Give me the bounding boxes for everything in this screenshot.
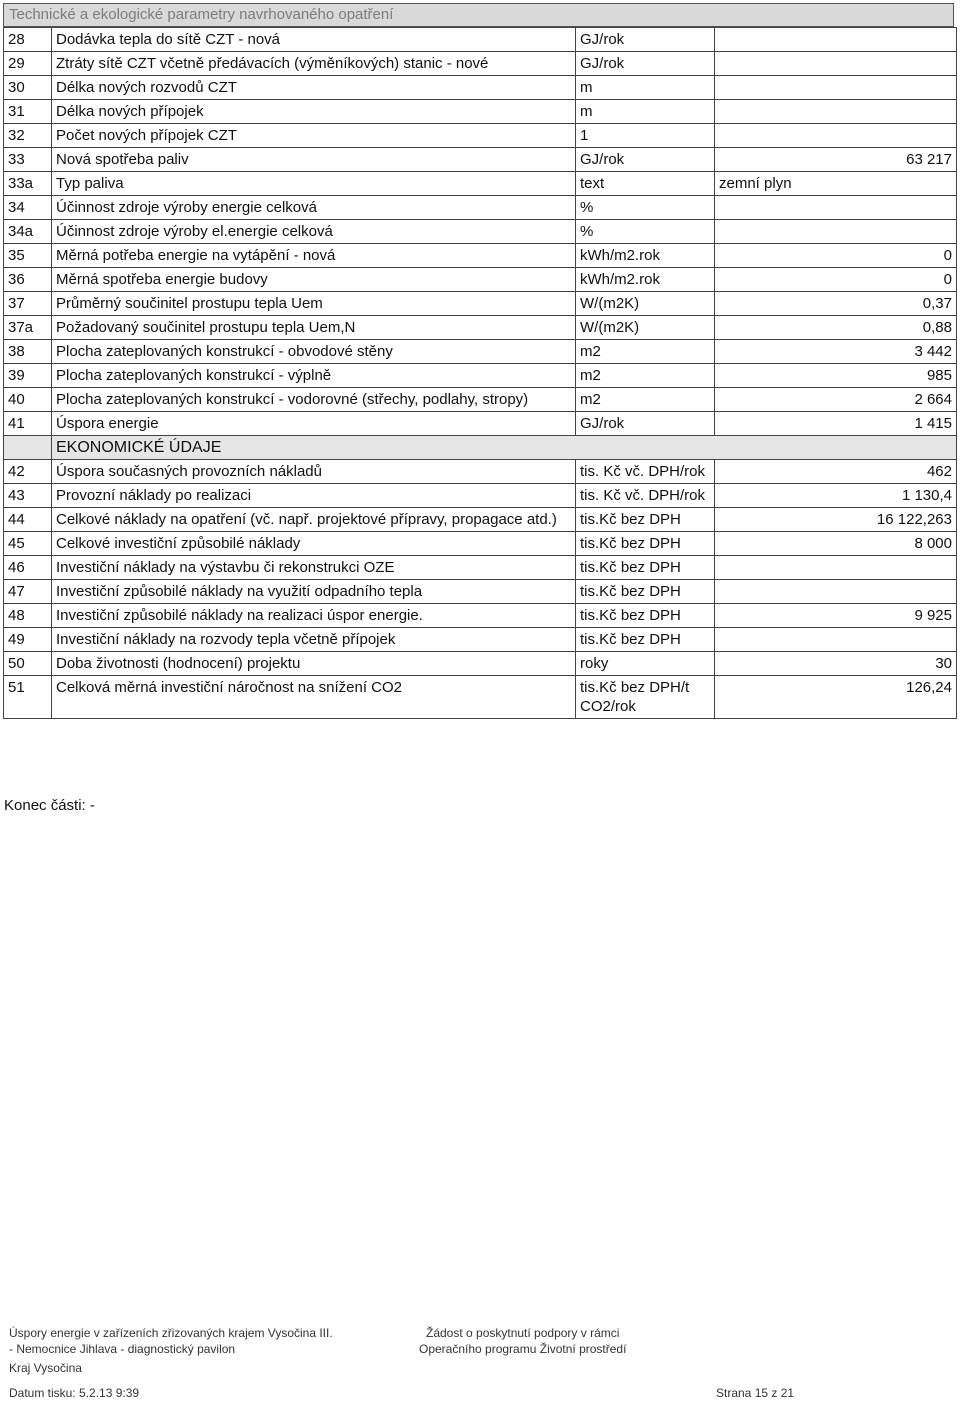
row-unit: tis.Kč bez DPH/t CO2/rok — [576, 676, 715, 719]
row-unit: tis.Kč bez DPH — [576, 628, 715, 652]
table-row — [4, 556, 957, 580]
row-label: Investiční způsobilé náklady na realizaci úspor energie. — [52, 604, 576, 628]
row-value — [715, 628, 957, 652]
row-label: Celkové investiční způsobilé náklady — [52, 532, 576, 556]
row-number: 40 — [4, 388, 52, 412]
row-number: 34 — [4, 196, 52, 220]
row-number: 49 — [4, 628, 52, 652]
row-label: Plocha zateplovaných konstrukcí - obvodové stěny — [52, 340, 576, 364]
footer-print-date: Datum tisku: 5.2.13 9:39 — [9, 1386, 140, 1400]
row-unit: tis.Kč bez DPH — [576, 556, 715, 580]
section-row-economic — [4, 436, 957, 460]
table-row — [4, 580, 957, 604]
row-number: 28 — [4, 28, 52, 52]
table-row — [4, 292, 957, 316]
row-unit: tis.Kč bez DPH — [576, 604, 715, 628]
row-label: Provozní náklady po realizaci — [52, 484, 576, 508]
row-value: 30 — [715, 652, 957, 676]
table-row — [4, 412, 957, 436]
row-label: Celková měrná investiční náročnost na snížení CO2 — [52, 676, 576, 719]
row-label: Délka nových rozvodů CZT — [52, 76, 576, 100]
row-number: 34a — [4, 220, 52, 244]
table-row — [4, 52, 957, 76]
table-row — [4, 196, 957, 220]
table-row — [4, 652, 957, 676]
row-value: 3 442 — [715, 340, 957, 364]
row-number: 45 — [4, 532, 52, 556]
row-value: 0,37 — [715, 292, 957, 316]
row-label: Měrná potřeba energie na vytápění - nová — [52, 244, 576, 268]
table-row — [4, 532, 957, 556]
row-label: Typ paliva — [52, 172, 576, 196]
footer-project-line2: - Nemocnice Jihlava - diagnostický pavilon — [9, 1342, 236, 1356]
row-unit: GJ/rok — [576, 412, 715, 436]
footer-project — [9, 1325, 333, 1357]
row-unit: m2 — [576, 388, 715, 412]
row-value: 1 415 — [715, 412, 957, 436]
table-row — [4, 364, 957, 388]
row-label: Délka nových přípojek — [52, 100, 576, 124]
row-value: 9 925 — [715, 604, 957, 628]
row-label: Počet nových přípojek CZT — [52, 124, 576, 148]
table-row — [4, 388, 957, 412]
row-unit: tis.Kč bez DPH — [576, 508, 715, 532]
row-label: Účinnost zdroje výroby el.energie celková — [52, 220, 576, 244]
row-label: Investiční náklady na výstavbu či rekonstrukci OZE — [52, 556, 576, 580]
table-row — [4, 28, 957, 52]
row-unit: GJ/rok — [576, 52, 715, 76]
row-unit: % — [576, 220, 715, 244]
row-unit: tis.Kč bez DPH — [576, 532, 715, 556]
row-label: Investiční náklady na rozvody tepla včetně přípojek — [52, 628, 576, 652]
row-value: 2 664 — [715, 388, 957, 412]
table-row — [4, 100, 957, 124]
row-number: 51 — [4, 676, 52, 719]
row-value: zemní plyn — [715, 172, 957, 196]
table-row — [4, 340, 957, 364]
row-number: 38 — [4, 340, 52, 364]
footer-program — [419, 1325, 626, 1357]
row-value: 126,24 — [715, 676, 957, 719]
row-number: 43 — [4, 484, 52, 508]
table-row — [4, 676, 957, 719]
row-number: 46 — [4, 556, 52, 580]
row-number: 50 — [4, 652, 52, 676]
row-value — [715, 556, 957, 580]
row-number: 39 — [4, 364, 52, 388]
row-number: 33 — [4, 148, 52, 172]
row-label: Investiční způsobilé náklady na využití odpadního tepla — [52, 580, 576, 604]
row-label: Měrná spotřeba energie budovy — [52, 268, 576, 292]
row-unit: 1 — [576, 124, 715, 148]
row-value: 462 — [715, 460, 957, 484]
row-unit: kWh/m2.rok — [576, 244, 715, 268]
row-unit: W/(m2K) — [576, 316, 715, 340]
row-number: 37a — [4, 316, 52, 340]
row-label: Úspora současných provozních nákladů — [52, 460, 576, 484]
row-unit: kWh/m2.rok — [576, 268, 715, 292]
table-row — [4, 220, 957, 244]
row-value — [715, 220, 957, 244]
row-label: Celkové náklady na opatření (vč. např. projektové přípravy, propagace atd.) — [52, 508, 576, 532]
section-empty-cell — [4, 436, 52, 460]
row-number: 35 — [4, 244, 52, 268]
row-value: 8 000 — [715, 532, 957, 556]
table-row — [4, 460, 957, 484]
parameters-table — [3, 27, 957, 719]
row-unit: text — [576, 172, 715, 196]
table-row — [4, 172, 957, 196]
row-value — [715, 100, 957, 124]
table-row — [4, 604, 957, 628]
table-row — [4, 244, 957, 268]
section-header-title: Technické a ekologické parametry navrhovaného opatření — [9, 6, 394, 23]
row-unit: tis. Kč vč. DPH/rok — [576, 484, 715, 508]
row-label: Nová spotřeba paliv — [52, 148, 576, 172]
table-row — [4, 484, 957, 508]
row-value: 0,88 — [715, 316, 957, 340]
row-unit: tis.Kč bez DPH — [576, 580, 715, 604]
row-number: 36 — [4, 268, 52, 292]
footer-program-line2: Operačního programu Životní prostředí — [419, 1342, 627, 1356]
row-number: 42 — [4, 460, 52, 484]
table-row — [4, 124, 957, 148]
table-row — [4, 628, 957, 652]
row-label: Úspora energie — [52, 412, 576, 436]
row-unit: m2 — [576, 340, 715, 364]
row-unit: GJ/rok — [576, 28, 715, 52]
row-value: 63 217 — [715, 148, 957, 172]
row-value: 985 — [715, 364, 957, 388]
row-unit: tis. Kč vč. DPH/rok — [576, 460, 715, 484]
footer-program-line1: Žádost o poskytnutí podpory v rámci — [426, 1326, 620, 1340]
row-value: 0 — [715, 244, 957, 268]
row-value: 1 130,4 — [715, 484, 957, 508]
row-number: 29 — [4, 52, 52, 76]
row-label: Průměrný součinitel prostupu tepla Uem — [52, 292, 576, 316]
row-label: Doba životnosti (hodnocení) projektu — [52, 652, 576, 676]
row-number: 44 — [4, 508, 52, 532]
table-row — [4, 316, 957, 340]
row-unit: m — [576, 76, 715, 100]
row-label: Účinnost zdroje výroby energie celková — [52, 196, 576, 220]
row-unit: m — [576, 100, 715, 124]
row-label: Ztráty sítě CZT včetně předávacích (výměníkových) stanic - nové — [52, 52, 576, 76]
row-value — [715, 124, 957, 148]
row-value — [715, 196, 957, 220]
end-of-part-note: Konec části: - — [4, 797, 95, 814]
footer-project-line1: Úspory energie v zařízeních zřizovaných krajem Vysočina III. — [9, 1326, 333, 1340]
table-row — [4, 508, 957, 532]
row-number: 33a — [4, 172, 52, 196]
row-unit: GJ/rok — [576, 148, 715, 172]
table-row — [4, 148, 957, 172]
row-number: 37 — [4, 292, 52, 316]
row-unit: W/(m2K) — [576, 292, 715, 316]
table-row — [4, 268, 957, 292]
row-label: Požadovaný součinitel prostupu tepla Uem,N — [52, 316, 576, 340]
row-number: 31 — [4, 100, 52, 124]
row-value — [715, 580, 957, 604]
row-number: 30 — [4, 76, 52, 100]
footer-page-number: Strana 15 z 21 — [716, 1386, 795, 1400]
footer-organization: Kraj Vysočina — [9, 1361, 82, 1375]
row-value: 0 — [715, 268, 957, 292]
section-title: EKONOMICKÉ ÚDAJE — [52, 436, 957, 460]
row-label: Dodávka tepla do sítě CZT - nová — [52, 28, 576, 52]
row-value — [715, 76, 957, 100]
row-number: 41 — [4, 412, 52, 436]
row-label: Plocha zateplovaných konstrukcí - výplně — [52, 364, 576, 388]
row-value — [715, 28, 957, 52]
row-unit: % — [576, 196, 715, 220]
table-row — [4, 76, 957, 100]
row-number: 48 — [4, 604, 52, 628]
row-label: Plocha zateplovaných konstrukcí - vodorovné (střechy, podlahy, stropy) — [52, 388, 576, 412]
row-value — [715, 52, 957, 76]
row-number: 47 — [4, 580, 52, 604]
row-unit: m2 — [576, 364, 715, 388]
row-value: 16 122,263 — [715, 508, 957, 532]
row-unit: roky — [576, 652, 715, 676]
row-number: 32 — [4, 124, 52, 148]
section-header — [3, 3, 954, 27]
